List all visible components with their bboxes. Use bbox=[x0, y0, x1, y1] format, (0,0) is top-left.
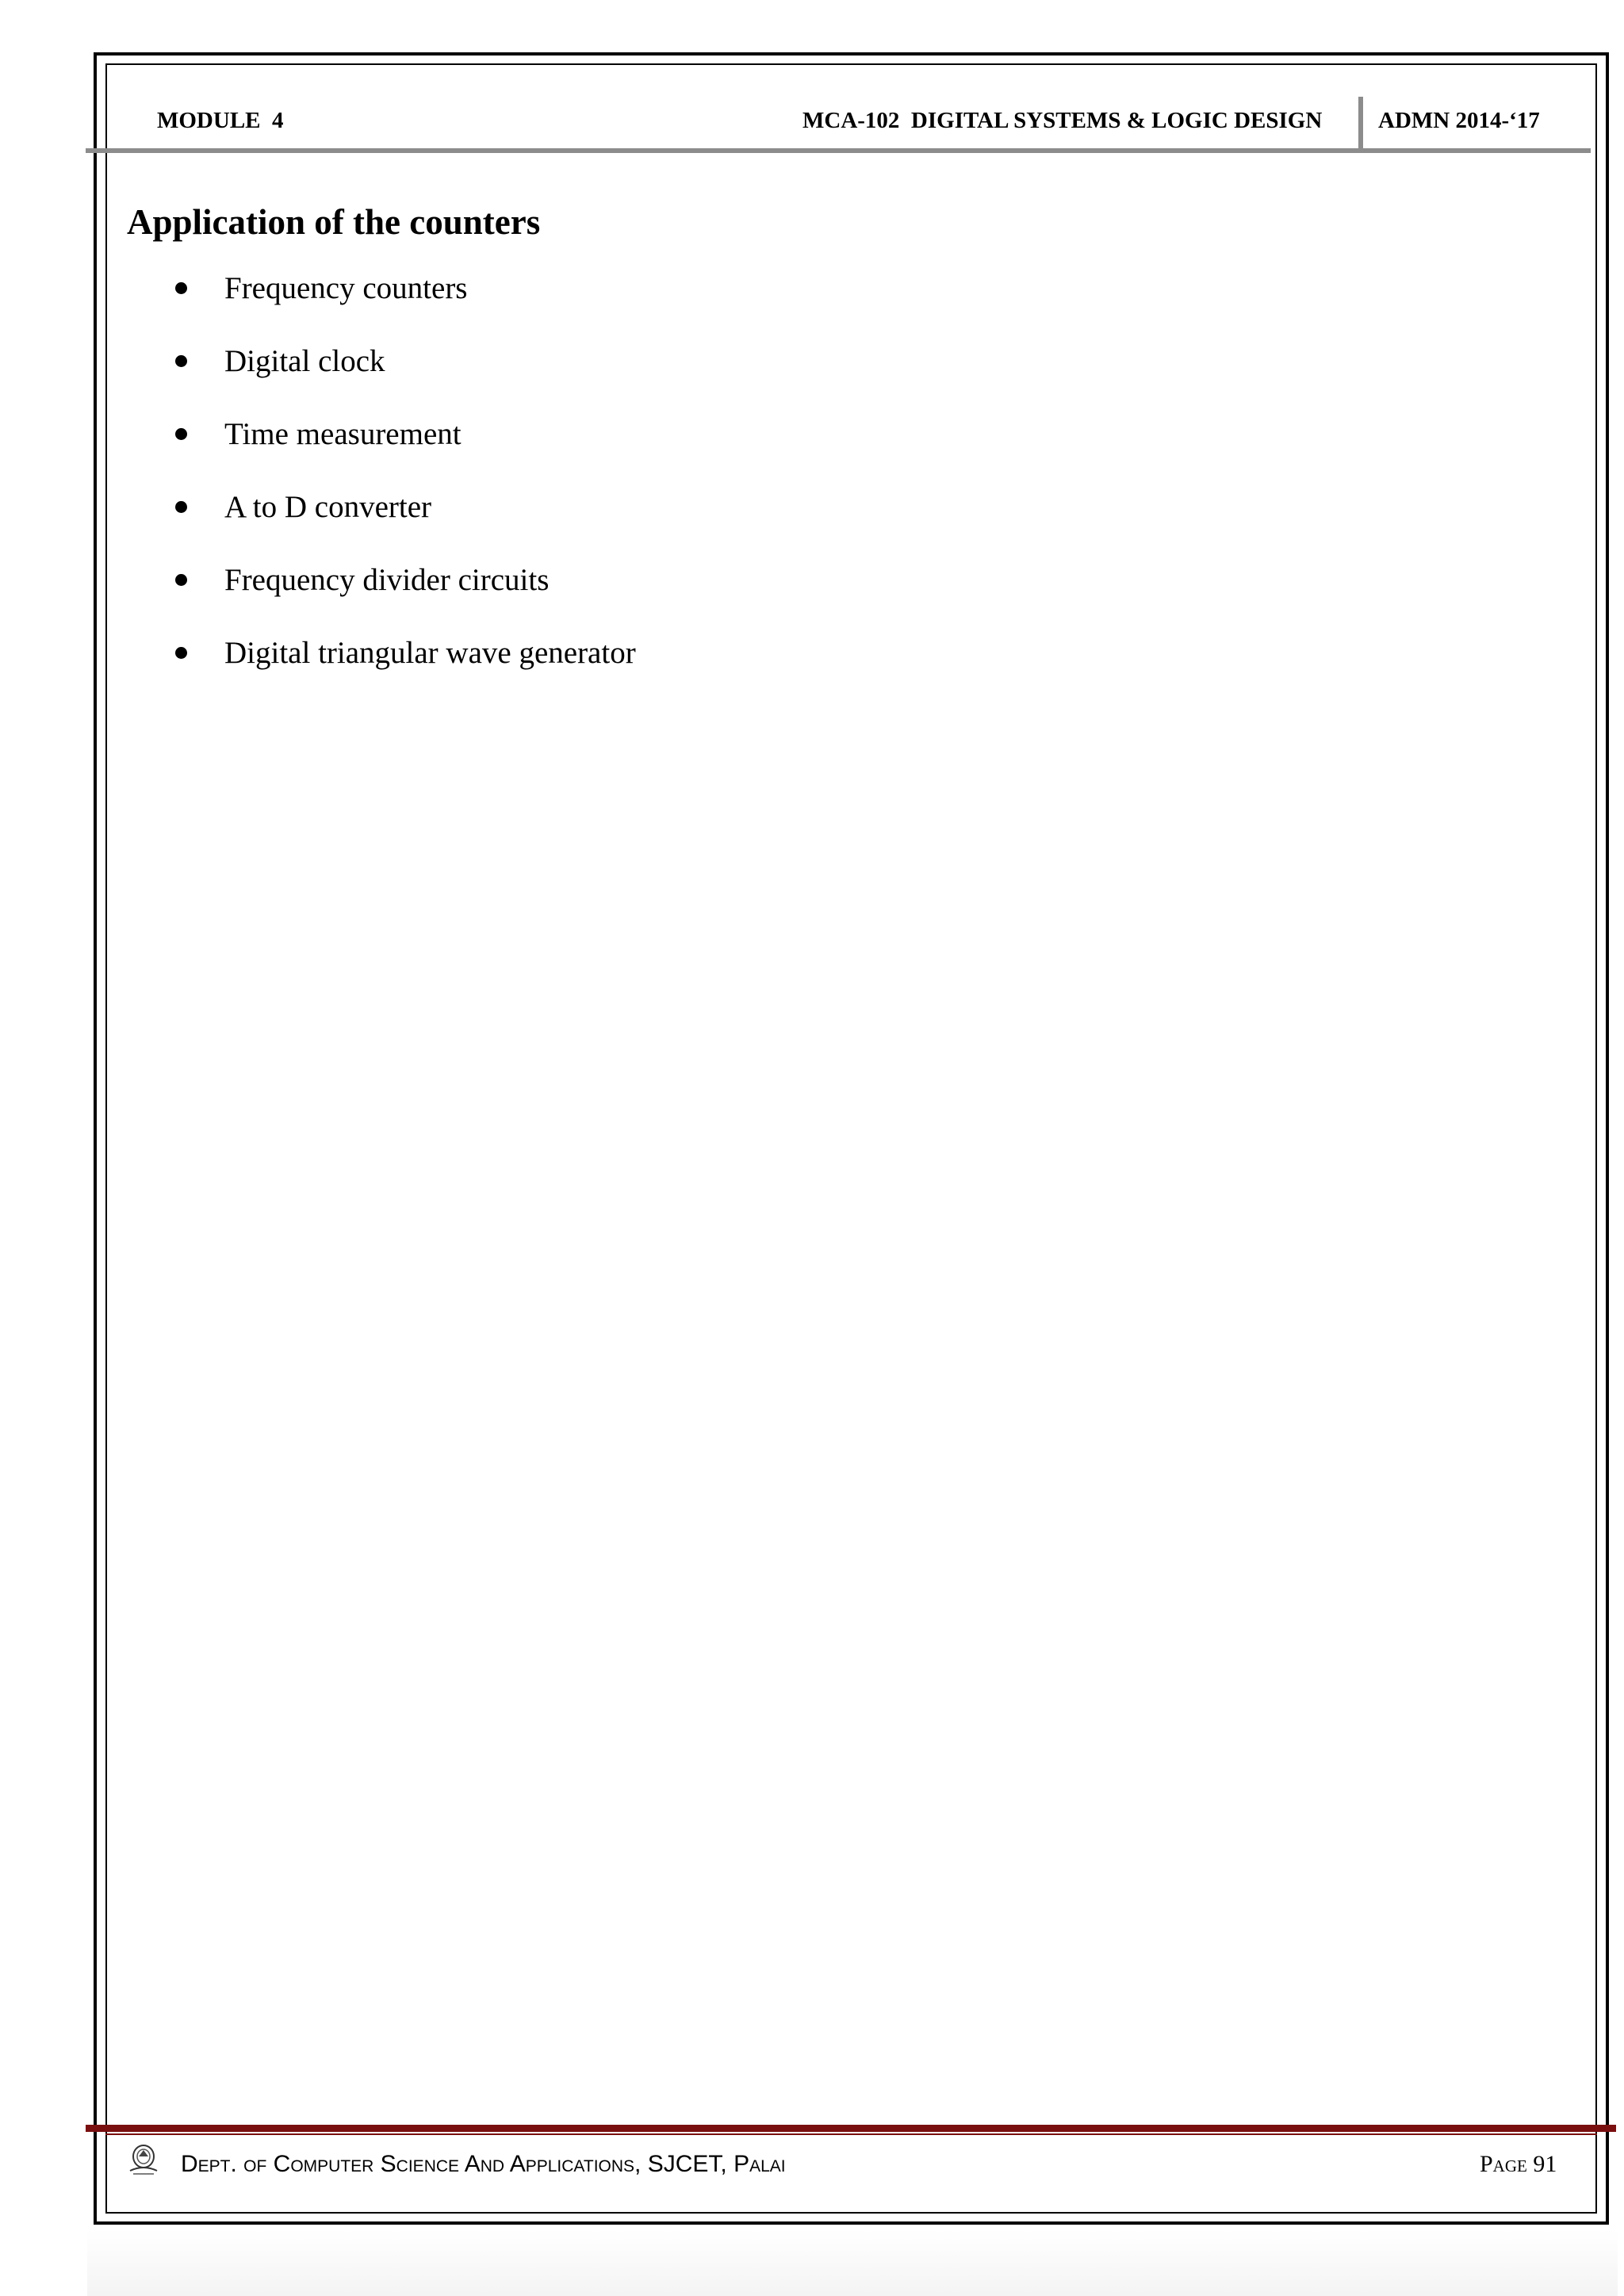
bullet-icon bbox=[175, 355, 187, 367]
bullet-icon bbox=[175, 501, 187, 513]
bullet-icon bbox=[175, 574, 187, 586]
list-item-text: Frequency divider circuits bbox=[224, 563, 550, 597]
bullet-icon bbox=[175, 647, 187, 659]
page-number: Page 91 bbox=[1480, 2151, 1557, 2177]
college-emblem-icon bbox=[125, 2141, 162, 2177]
header-course-title: MCA-102 DIGITAL SYSTEMS & LOGIC DESIGN bbox=[802, 108, 1323, 133]
list-item bbox=[0, 266, 952, 339]
header-module: MODULE 4 bbox=[157, 108, 284, 133]
list-item-text: Time measurement bbox=[224, 417, 462, 451]
header-admission-year: ADMN 2014-‘17 bbox=[1378, 108, 1540, 133]
list-item bbox=[0, 485, 952, 558]
list-item bbox=[0, 412, 952, 485]
bullet-icon bbox=[175, 282, 187, 294]
list-item-text: Frequency counters bbox=[224, 271, 468, 305]
footer-department: Dept. of Computer Science And Applications, SJCET, Palai bbox=[181, 2151, 786, 2177]
footer-rule-thin bbox=[105, 2133, 1597, 2135]
list-item bbox=[0, 631, 952, 704]
list-item bbox=[0, 558, 952, 631]
list-item-text: Digital triangular wave generator bbox=[224, 636, 636, 670]
page-bottom-shade bbox=[87, 2229, 1618, 2296]
list-item bbox=[0, 339, 952, 412]
footer-rule bbox=[86, 2125, 1616, 2132]
applications-list bbox=[0, 266, 952, 704]
list-item-text: Digital clock bbox=[224, 344, 385, 378]
bullet-icon bbox=[175, 428, 187, 440]
header-rule bbox=[86, 148, 1591, 153]
list-item-text: A to D converter bbox=[224, 490, 432, 524]
section-title: Application of the counters bbox=[127, 202, 541, 242]
header-divider bbox=[1358, 97, 1363, 151]
